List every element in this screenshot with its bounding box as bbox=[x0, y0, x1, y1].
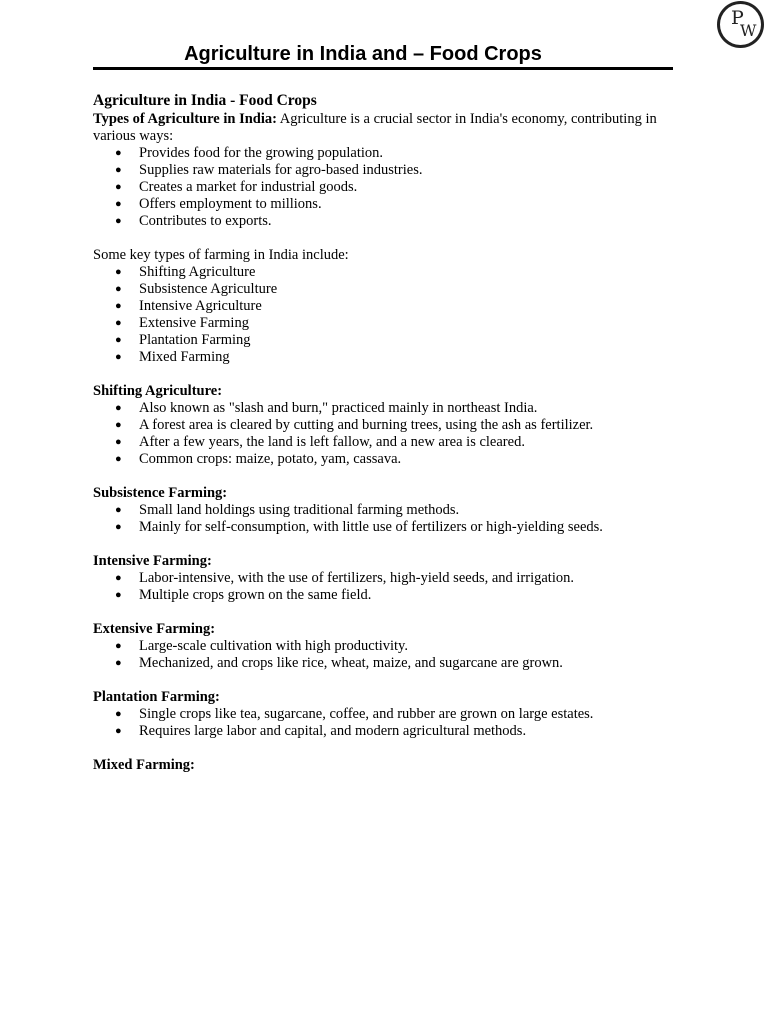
key-types-list bbox=[93, 264, 693, 366]
subsistence-heading: Subsistence Farming: bbox=[93, 485, 228, 501]
list-item: ● Provides food for the growing population. bbox=[93, 145, 693, 162]
document-body bbox=[93, 91, 693, 774]
intensive-heading: Intensive Farming: bbox=[93, 553, 212, 569]
intro-paragraph bbox=[93, 111, 693, 145]
section-subtitle: Agriculture in India - Food Crops bbox=[93, 92, 317, 109]
list-item: ● Large-scale cultivation with high productivity. bbox=[93, 638, 693, 655]
extensive-list bbox=[93, 638, 693, 672]
list-item: ● Extensive Farming bbox=[93, 315, 693, 332]
list-item: ● Creates a market for industrial goods. bbox=[93, 179, 693, 196]
list-item: ● Subsistence Agriculture bbox=[93, 281, 693, 298]
plantation-heading: Plantation Farming: bbox=[93, 689, 220, 705]
list-item: ● Also known as "slash and burn," practiced mainly in northeast India. bbox=[93, 400, 693, 417]
list-item: ● Small land holdings using traditional farming methods. bbox=[93, 502, 693, 519]
list-item: ● Supplies raw materials for agro-based industries. bbox=[93, 162, 693, 179]
list-item: ● Common crops: maize, potato, yam, cassava. bbox=[93, 451, 693, 468]
list-item: ● Labor-intensive, with the use of fertilizers, high-yield seeds, and irrigation. bbox=[93, 570, 693, 587]
shifting-list bbox=[93, 400, 693, 468]
pw-logo-icon bbox=[717, 1, 764, 48]
subsistence-list bbox=[93, 502, 693, 536]
logo-letter-w: W bbox=[740, 21, 757, 40]
intro-label: Types of Agriculture in India: bbox=[93, 111, 277, 127]
list-item: ● Mechanized, and crops like rice, wheat, maize, and sugarcane are grown. bbox=[93, 655, 693, 672]
logo-inner-circle bbox=[720, 4, 761, 45]
list-item: ● Offers employment to millions. bbox=[93, 196, 693, 213]
key-types-intro: Some key types of farming in India include: bbox=[93, 247, 349, 263]
extensive-heading: Extensive Farming: bbox=[93, 621, 216, 637]
list-item: ● Shifting Agriculture bbox=[93, 264, 693, 281]
title-underline bbox=[93, 67, 673, 70]
list-item: ● After a few years, the land is left fallow, and a new area is cleared. bbox=[93, 434, 693, 451]
list-item: ● Single crops like tea, sugarcane, coffee, and rubber are grown on large estates. bbox=[93, 706, 693, 723]
intro-text: Agriculture is a crucial sector in India's economy, contributing in various ways: bbox=[93, 111, 657, 144]
list-item: ● A forest area is cleared by cutting and burning trees, using the ash as fertilizer. bbox=[93, 417, 693, 434]
logo-letter-p: P bbox=[731, 7, 744, 29]
document-title: Agriculture in India and – Food Crops bbox=[184, 43, 542, 65]
list-item: ● Requires large labor and capital, and modern agricultural methods. bbox=[93, 723, 693, 740]
mixed-heading: Mixed Farming: bbox=[93, 757, 195, 773]
contributions-list bbox=[93, 145, 693, 230]
list-item: ● Mainly for self-consumption, with little use of fertilizers or high-yielding seeds. bbox=[93, 519, 693, 536]
list-item: ● Multiple crops grown on the same field. bbox=[93, 587, 693, 604]
list-item: ● Plantation Farming bbox=[93, 332, 693, 349]
plantation-list bbox=[93, 706, 693, 740]
intensive-list bbox=[93, 570, 693, 604]
list-item: ● Intensive Agriculture bbox=[93, 298, 693, 315]
list-item: ● Contributes to exports. bbox=[93, 213, 693, 230]
list-item: ● Mixed Farming bbox=[93, 349, 693, 366]
shifting-heading: Shifting Agriculture: bbox=[93, 383, 223, 399]
